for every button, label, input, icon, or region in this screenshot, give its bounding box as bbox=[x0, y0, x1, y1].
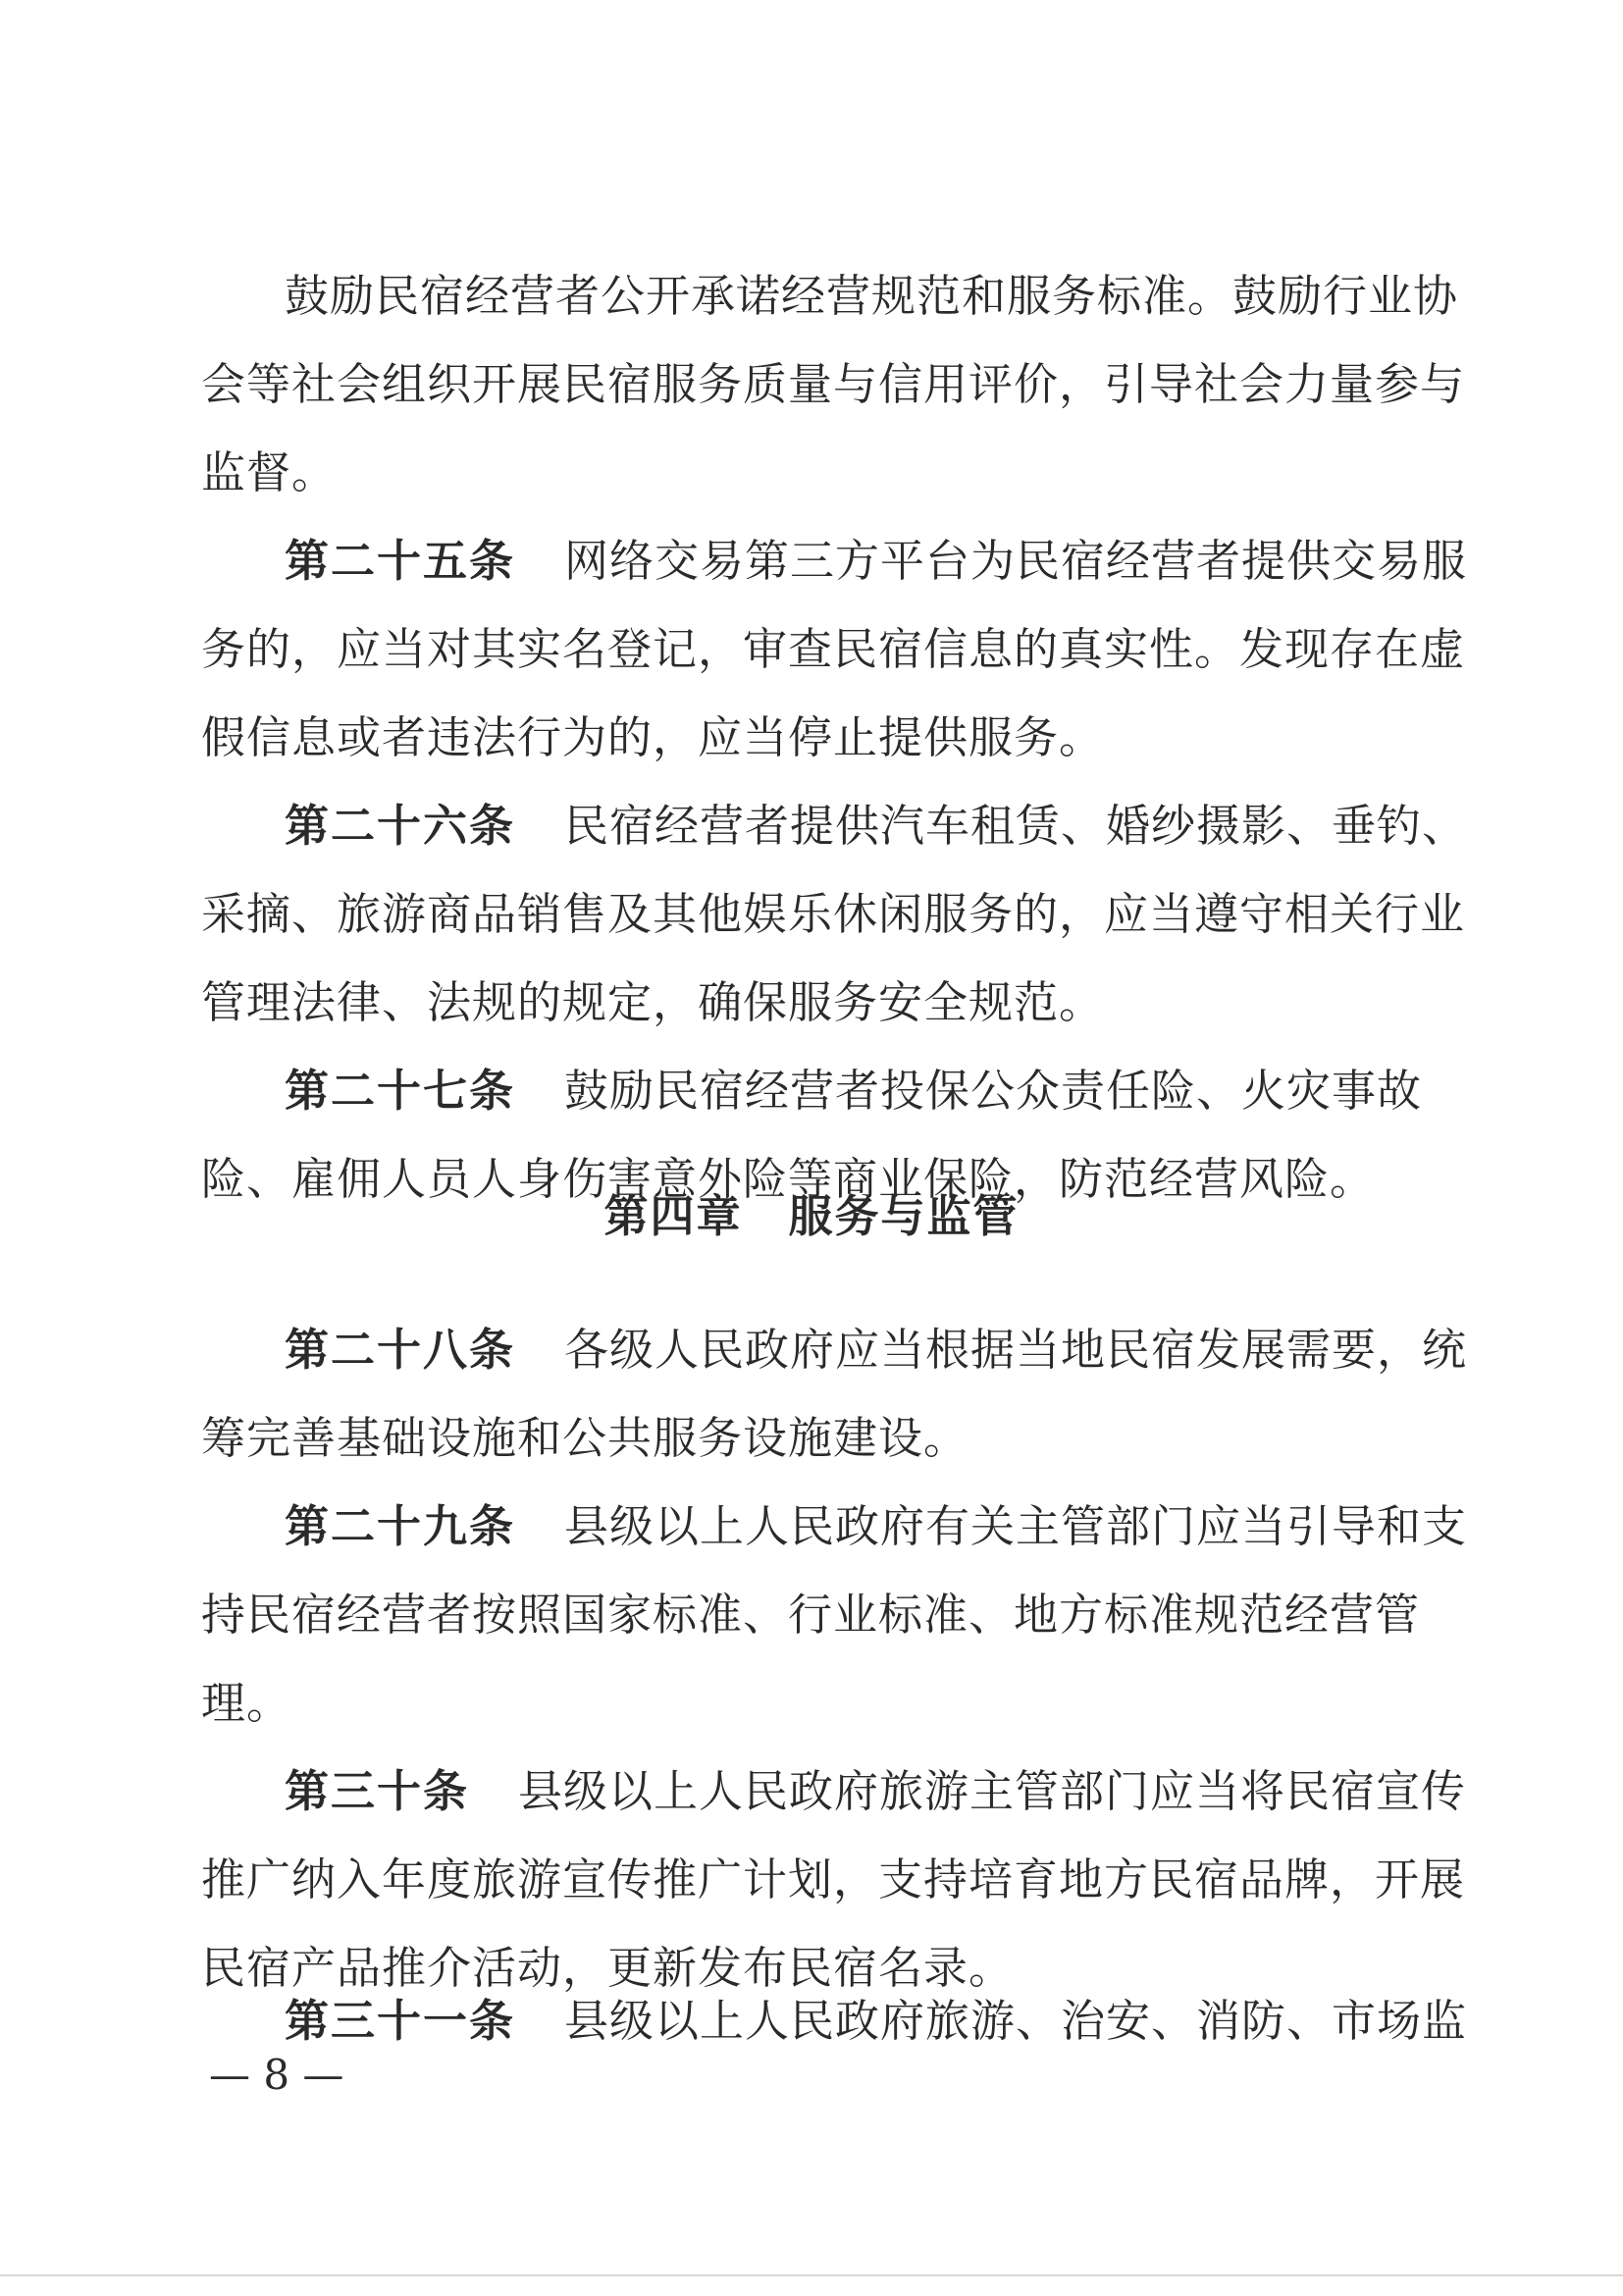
article-25-line-3: 假信息或者违法行为的，应当停止提供服务。 bbox=[201, 711, 1105, 763]
article-28-text: 各级人民政府应当根据当地民宿发展需要，统 bbox=[564, 1324, 1468, 1376]
article-31-line-1 bbox=[285, 1992, 1468, 2051]
article-28-line-1 bbox=[285, 1321, 1468, 1380]
article-30-number: 第三十条 bbox=[285, 1765, 470, 1817]
article-28-line-2: 筹完善基础设施和公共服务设施建设。 bbox=[201, 1412, 969, 1464]
chapter-heading: 第四章 服务与监管 bbox=[603, 1190, 1020, 1242]
article-26-line-2: 采摘、旅游商品销售及其他娱乐休闲服务的，应当遵守相关行业 bbox=[201, 888, 1466, 940]
paragraph-intro-line-2: 会等社会组织开展民宿服务质量与信用评价，引导社会力量参与 bbox=[201, 358, 1466, 410]
article-26-line-1 bbox=[285, 797, 1468, 856]
article-25-line-2: 务的，应当对其实名登记，审查民宿信息的真实性。发现存在虚 bbox=[201, 623, 1466, 675]
article-30-line-3: 民宿产品推介活动，更新发布民宿名录。 bbox=[201, 1942, 1015, 1994]
article-25-line-1 bbox=[285, 532, 1468, 591]
article-25-number: 第二十五条 bbox=[285, 535, 516, 587]
article-26-line-3: 管理法律、法规的规定，确保服务安全规范。 bbox=[201, 976, 1105, 1028]
article-25-text: 网络交易第三方平台为民宿经营者提供交易服 bbox=[564, 535, 1468, 587]
article-29-text: 县级以上人民政府有关主管部门应当引导和支 bbox=[564, 1500, 1468, 1552]
article-26-number: 第二十六条 bbox=[285, 800, 516, 852]
article-29-line-3: 理。 bbox=[201, 1677, 292, 1729]
article-31-text: 县级以上人民政府旅游、治安、消防、市场监 bbox=[564, 1995, 1468, 2047]
article-29-line-2: 持民宿经营者按照国家标准、行业标准、地方标准规范经营管 bbox=[201, 1589, 1421, 1641]
article-27-line-1 bbox=[285, 1062, 1423, 1121]
article-26-text: 民宿经营者提供汽车租赁、婚纱摄影、垂钓、 bbox=[564, 800, 1468, 852]
scan-edge-divider bbox=[0, 2274, 1623, 2276]
article-27-line-2: 险、雇佣人员人身伤害意外险等商业保险，防范经营风险。 bbox=[201, 1153, 1376, 1205]
article-27-text: 鼓励民宿经营者投保公众责任险、火灾事故 bbox=[564, 1065, 1423, 1117]
article-29-number: 第二十九条 bbox=[285, 1500, 516, 1552]
article-30-text: 县级以上人民政府旅游主管部门应当将民宿宣传 bbox=[518, 1765, 1467, 1817]
paragraph-intro-line-1: 鼓励民宿经营者公开承诺经营规范和服务标准。鼓励行业协 bbox=[285, 270, 1459, 322]
article-30-line-1 bbox=[285, 1762, 1467, 1821]
paragraph-intro-line-3: 监督。 bbox=[201, 446, 338, 498]
article-31-number: 第三十一条 bbox=[285, 1995, 516, 2047]
article-27-number: 第二十七条 bbox=[285, 1065, 516, 1117]
article-29-line-1 bbox=[285, 1497, 1468, 1556]
article-30-line-2: 推广纳入年度旅游宣传推广计划，支持培育地方民宿品牌，开展 bbox=[201, 1853, 1466, 1905]
article-28-number: 第二十八条 bbox=[285, 1324, 516, 1376]
page-number: — 8 — bbox=[209, 2051, 344, 2099]
